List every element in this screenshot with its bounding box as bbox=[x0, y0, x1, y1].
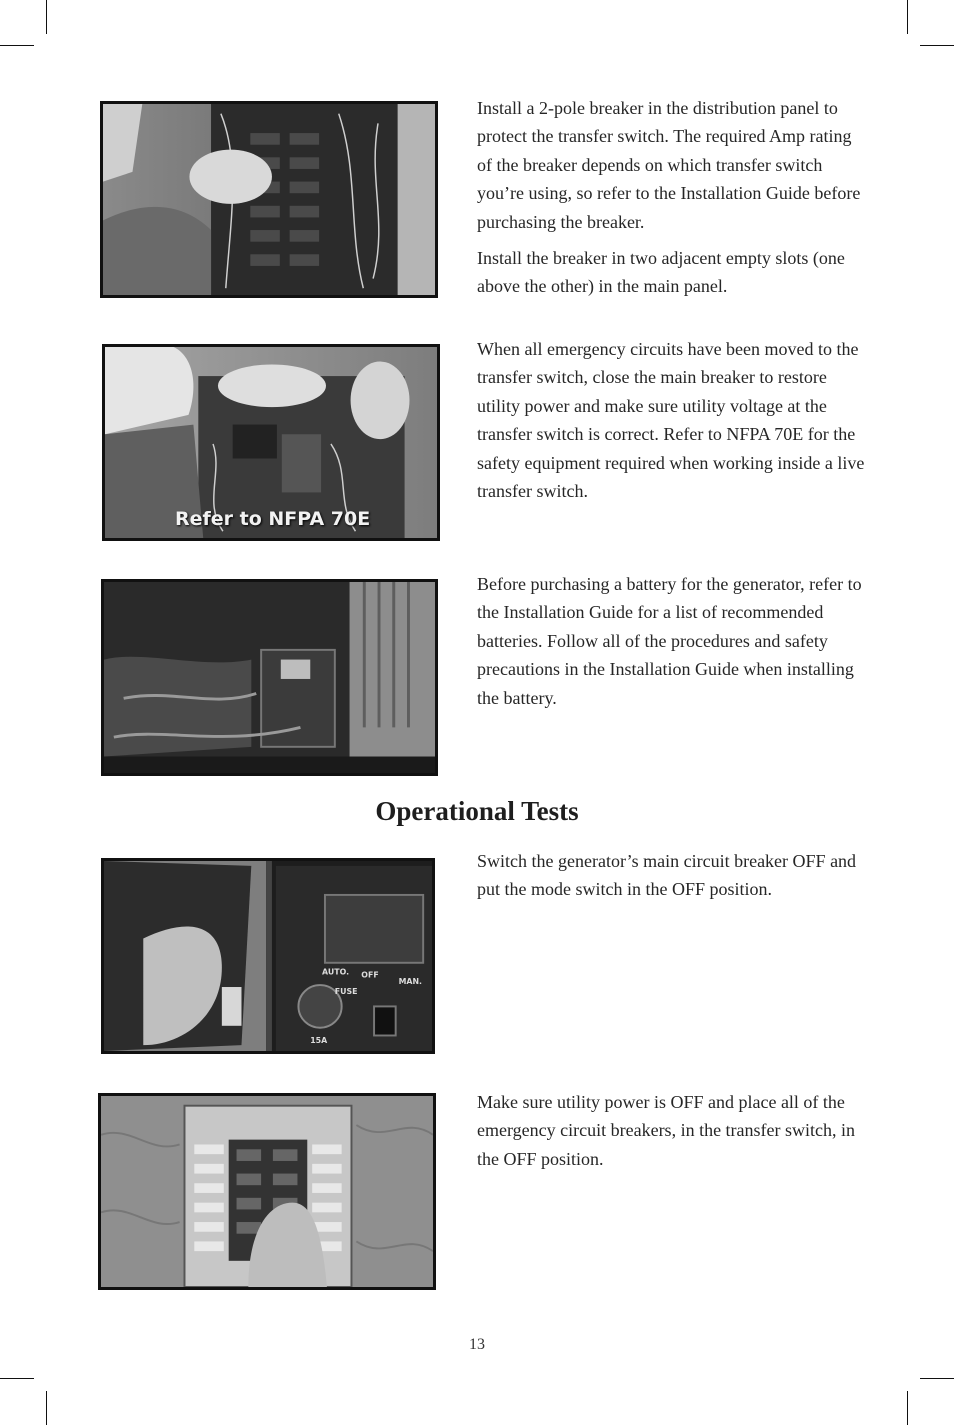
photo-transfer-switch-check bbox=[102, 344, 440, 541]
crop-mark bbox=[46, 0, 47, 34]
panel-label: AUTO. bbox=[322, 967, 350, 977]
panel-label: OFF bbox=[361, 970, 379, 980]
section-heading: Operational Tests bbox=[375, 796, 579, 826]
crop-mark bbox=[920, 1378, 954, 1379]
page-number: 13 bbox=[469, 1336, 485, 1353]
photo-load-center bbox=[98, 1093, 436, 1290]
panel-label: MAN. bbox=[398, 977, 423, 987]
paragraph: When all emergency circuits have been moved to the transfer switch, close the main breaker to restore utility power and make sure utility voltage at the transfer switch is correct. Refer to NFPA 70E for the safety equipment required when working inside a live transfer switch. bbox=[477, 339, 865, 502]
crop-mark bbox=[0, 45, 34, 46]
panel-label: FUSE bbox=[334, 986, 358, 996]
crop-mark bbox=[907, 1391, 908, 1425]
photo-generator-controls bbox=[101, 858, 435, 1054]
crop-mark bbox=[46, 1391, 47, 1425]
crop-mark bbox=[907, 0, 908, 34]
text-block-emergency-breakers bbox=[477, 1088, 867, 1181]
text-block-utility-voltage bbox=[477, 335, 867, 513]
photo-generator-battery bbox=[101, 579, 438, 776]
photo-breaker-panel bbox=[100, 101, 438, 298]
text-block-breaker-install bbox=[477, 94, 867, 309]
paragraph: Install the breaker in two adjacent empty slots (one above the other) in the main panel. bbox=[477, 248, 845, 297]
photo-caption: Refer to NFPA 70E bbox=[175, 508, 371, 530]
crop-mark bbox=[0, 1378, 34, 1379]
text-block-battery bbox=[477, 570, 867, 720]
paragraph: Install a 2-pole breaker in the distribution panel to protect the transfer switch. The required Amp rating of the breaker depends on which transfer switch you’re using, so refer to the Installation Guide before purchasing the breaker. bbox=[477, 98, 861, 232]
crop-mark bbox=[920, 45, 954, 46]
paragraph: Switch the generator’s main circuit breaker OFF and put the mode switch in the OFF position. bbox=[477, 851, 857, 900]
text-block-mode-switch bbox=[477, 847, 867, 912]
paragraph: Before purchasing a battery for the generator, refer to the Installation Guide for a list of recommended batteries. Follow all of the procedures and safety precautions in the Installation Guide when installing the battery. bbox=[477, 574, 862, 708]
paragraph: Make sure utility power is OFF and place all of the emergency circuit breakers, in the transfer switch, in the OFF position. bbox=[477, 1092, 856, 1169]
panel-label: 15A bbox=[310, 1036, 328, 1046]
